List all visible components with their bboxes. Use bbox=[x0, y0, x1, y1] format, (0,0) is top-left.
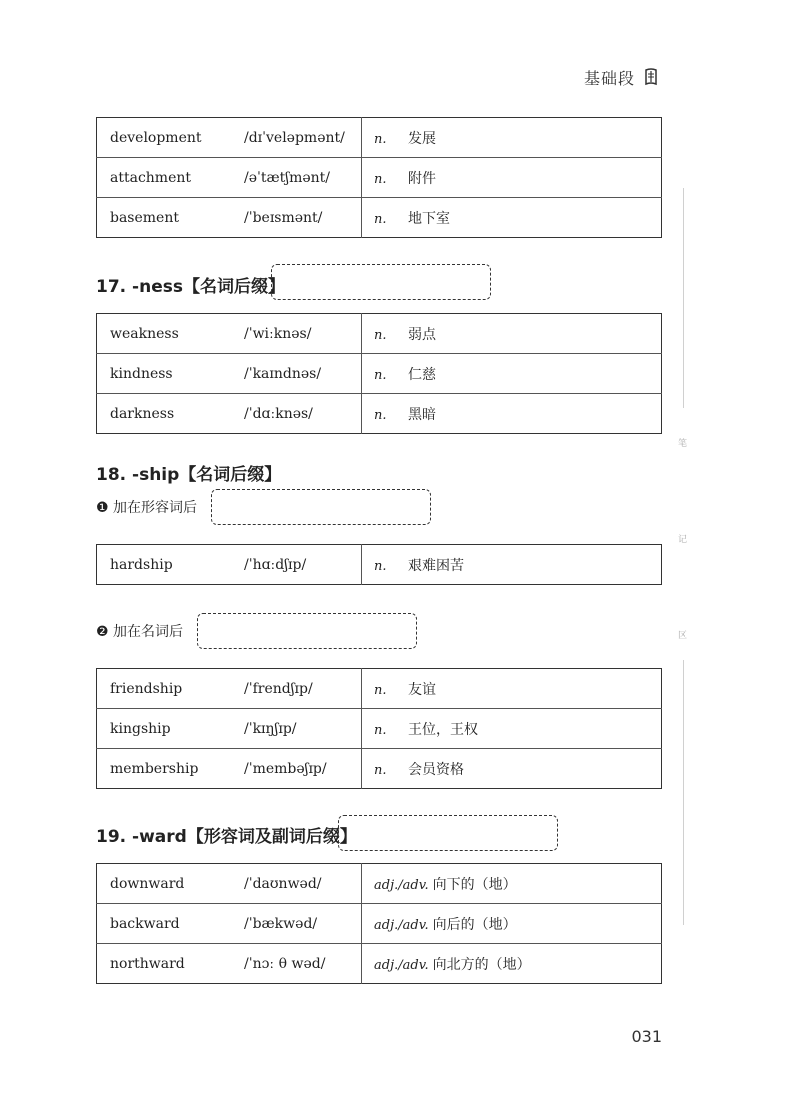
word: hardship bbox=[110, 556, 173, 573]
chinese-meaning: 地下室 bbox=[408, 210, 450, 227]
word: friendship bbox=[110, 680, 183, 697]
table-row bbox=[97, 904, 662, 944]
table-row bbox=[97, 314, 662, 354]
meaning-cell bbox=[362, 864, 662, 904]
book-icon bbox=[644, 68, 658, 86]
section-header: 基础段 bbox=[584, 69, 636, 88]
section-title-ward: 19. -ward【形容词及副词后缀】 bbox=[96, 827, 357, 847]
margin-label: 记 bbox=[678, 535, 688, 545]
phonetic: /ˈnɔː θ wəd/ bbox=[244, 944, 362, 984]
chinese-meaning: 王位，王权 bbox=[408, 721, 478, 738]
phonetic: /ˈdaʊnwəd/ bbox=[244, 875, 322, 892]
part-of-speech: n. bbox=[374, 211, 387, 227]
table-row bbox=[97, 118, 662, 158]
meaning-cell bbox=[362, 904, 662, 944]
vocab-table-ship-adj bbox=[96, 544, 662, 585]
chinese-meaning: 发展 bbox=[408, 130, 436, 147]
chinese-meaning: 艰难困苦 bbox=[408, 557, 464, 574]
table-row bbox=[97, 354, 662, 394]
part-of-speech: n. bbox=[374, 762, 387, 778]
meaning-cell bbox=[362, 749, 662, 789]
margin-label: 笔 bbox=[678, 439, 688, 449]
phonetic: /ˈmembəʃɪp/ bbox=[244, 749, 362, 789]
subsection-noun: ❷ 加在名词后 bbox=[96, 624, 184, 640]
word: kingship bbox=[97, 709, 245, 749]
meaning-cell bbox=[362, 545, 662, 585]
part-of-speech: n. bbox=[374, 558, 387, 574]
table-row bbox=[97, 944, 662, 984]
chinese-meaning: 向后的（地） bbox=[432, 916, 517, 933]
part-of-speech: n. bbox=[374, 682, 387, 698]
page-number: 031 bbox=[631, 1027, 662, 1046]
vocab-table-ment bbox=[96, 117, 662, 238]
phonetic: /ˈdɑːknəs/ bbox=[244, 394, 362, 434]
table-row bbox=[97, 158, 662, 198]
phonetic: /ˈfrendʃɪp/ bbox=[244, 680, 313, 697]
chinese-meaning: 附件 bbox=[408, 170, 436, 187]
word: weakness bbox=[110, 325, 179, 342]
margin-divider bbox=[683, 660, 684, 925]
meaning-cell bbox=[362, 709, 662, 749]
phonetic: /dɪˈveləpmənt/ bbox=[244, 129, 345, 146]
table-row bbox=[97, 709, 662, 749]
vocab-table-ship-noun bbox=[96, 668, 662, 789]
phonetic: /ˈbeɪsmənt/ bbox=[244, 198, 362, 238]
part-of-speech: n. bbox=[374, 722, 387, 738]
chinese-meaning: 仁慈 bbox=[408, 366, 436, 383]
meaning-cell bbox=[362, 158, 662, 198]
phonetic: /əˈtætʃmənt/ bbox=[244, 158, 362, 198]
meaning-cell bbox=[362, 944, 662, 984]
meaning-cell bbox=[362, 669, 662, 709]
phonetic: /ˈbækwəd/ bbox=[244, 904, 362, 944]
note-box[interactable] bbox=[197, 613, 417, 649]
chinese-meaning: 友谊 bbox=[408, 681, 436, 698]
part-of-speech: n. bbox=[374, 171, 387, 187]
word: basement bbox=[97, 198, 245, 238]
section-title-ness: 17. -ness【名词后缀】 bbox=[96, 277, 285, 297]
phonetic: /ˈwiːknəs/ bbox=[244, 325, 312, 342]
word: development bbox=[110, 129, 202, 146]
note-box[interactable] bbox=[338, 815, 558, 851]
section-title-ship: 18. -ship【名词后缀】 bbox=[96, 465, 282, 485]
phonetic: /ˈkaɪndnəs/ bbox=[244, 354, 362, 394]
meaning-cell bbox=[362, 354, 662, 394]
chinese-meaning: 会员资格 bbox=[408, 761, 464, 778]
word: membership bbox=[97, 749, 245, 789]
part-of-speech: n. bbox=[374, 367, 387, 383]
table-row bbox=[97, 864, 662, 904]
table-row bbox=[97, 669, 662, 709]
part-of-speech: n. bbox=[374, 327, 387, 343]
table-row bbox=[97, 198, 662, 238]
chinese-meaning: 向北方的（地） bbox=[432, 956, 531, 973]
vocab-table-ward bbox=[96, 863, 662, 984]
chinese-meaning: 弱点 bbox=[408, 326, 436, 343]
table-row bbox=[97, 749, 662, 789]
part-of-speech: adj./adv. bbox=[374, 917, 429, 933]
chinese-meaning: 向下的（地） bbox=[432, 876, 517, 893]
note-box[interactable] bbox=[211, 489, 431, 525]
meaning-cell bbox=[362, 198, 662, 238]
part-of-speech: adj./adv. bbox=[374, 957, 429, 973]
part-of-speech: n. bbox=[374, 407, 387, 423]
subsection-adjective: ❶ 加在形容词后 bbox=[96, 500, 198, 516]
phonetic: /ˈhɑːdʃɪp/ bbox=[244, 556, 307, 573]
table-row bbox=[97, 394, 662, 434]
meaning-cell bbox=[362, 394, 662, 434]
note-box[interactable] bbox=[271, 264, 491, 300]
word: kindness bbox=[97, 354, 245, 394]
margin-divider bbox=[683, 188, 684, 408]
margin-label: 区 bbox=[678, 631, 688, 641]
meaning-cell bbox=[362, 118, 662, 158]
word: attachment bbox=[97, 158, 245, 198]
word: backward bbox=[97, 904, 245, 944]
meaning-cell bbox=[362, 314, 662, 354]
part-of-speech: n. bbox=[374, 131, 387, 147]
vocab-table-ness bbox=[96, 313, 662, 434]
word: northward bbox=[97, 944, 245, 984]
phonetic: /ˈkɪŋʃɪp/ bbox=[244, 709, 362, 749]
table-row bbox=[97, 545, 662, 585]
chinese-meaning: 黑暗 bbox=[408, 406, 436, 423]
word: downward bbox=[110, 875, 185, 892]
word: darkness bbox=[97, 394, 245, 434]
part-of-speech: adj./adv. bbox=[374, 877, 429, 893]
